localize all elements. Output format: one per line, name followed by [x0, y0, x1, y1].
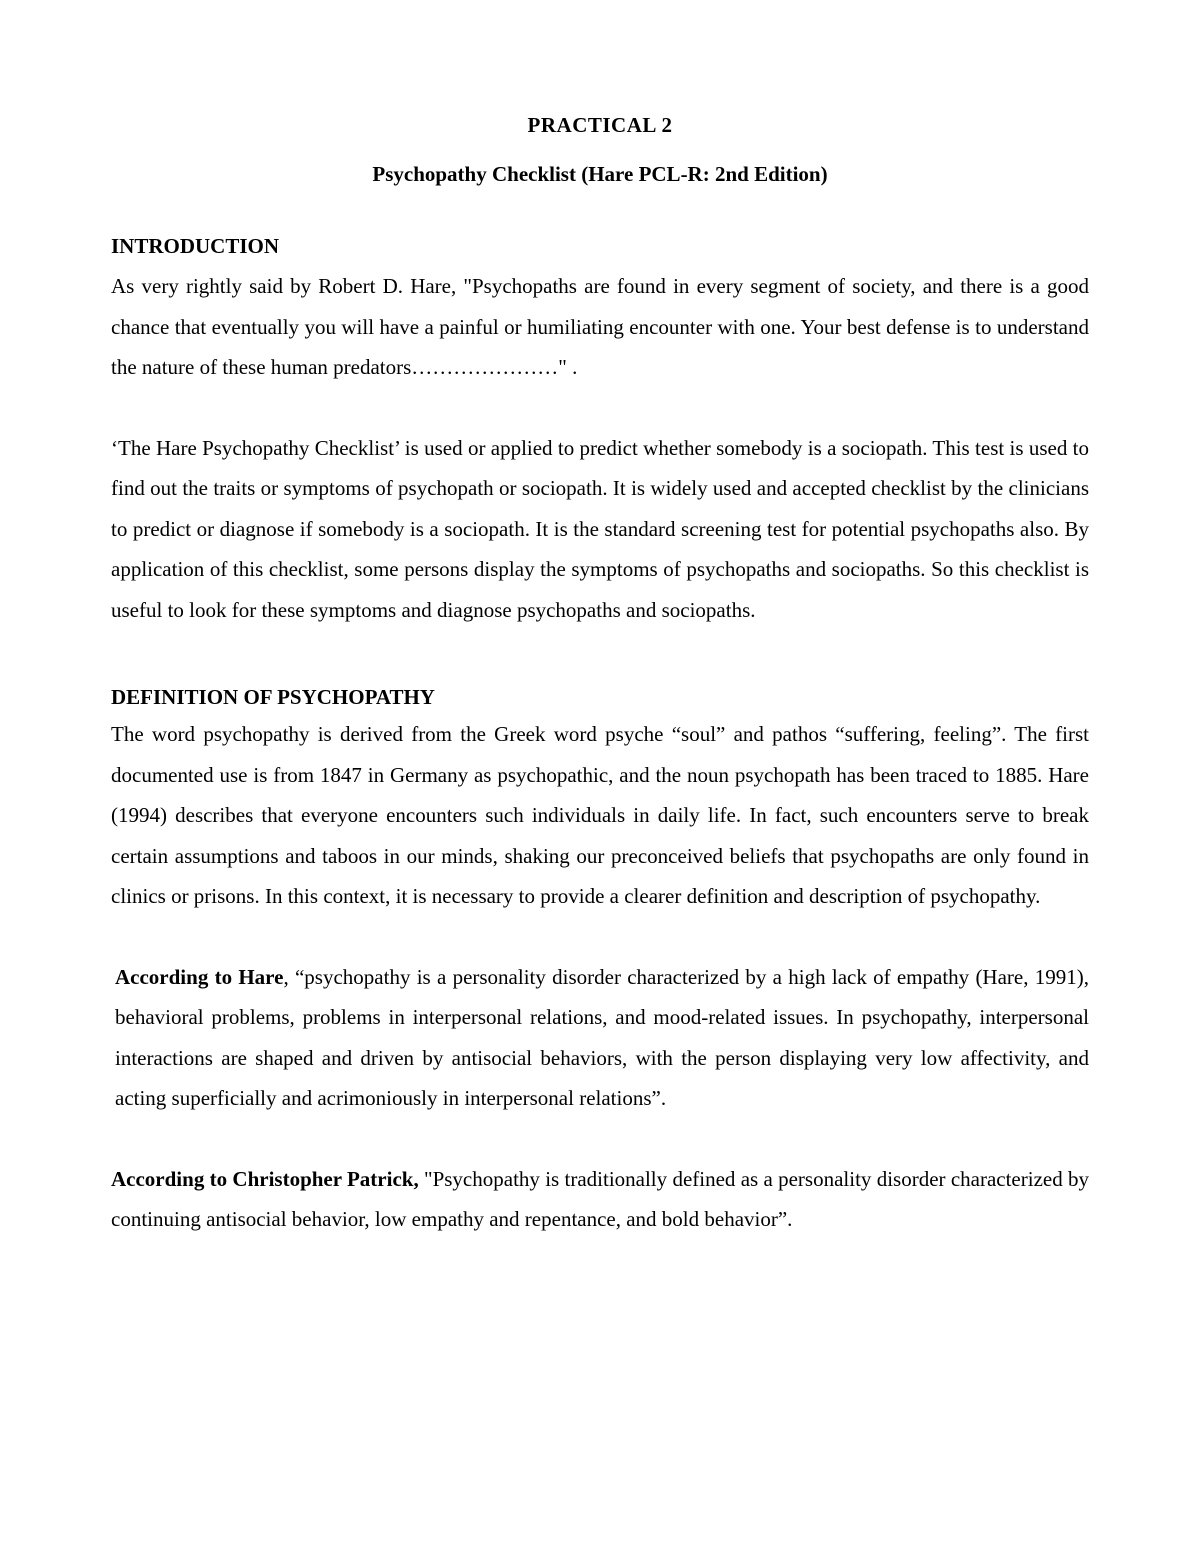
- introduction-paragraph-2: ‘The Hare Psychopathy Checklist’ is used or applied to predict whether somebody is a sociopath. This test is used to find out the traits or symptoms of psychopath or sociopath. It is widely used and accepted checklist by the clinicians to predict or diagnose if somebody is a sociopath. It is the standard screening test for potential psychopaths also. By application of this checklist, some persons display the symptoms of psychopaths and sociopaths. So this checklist is useful to look for these symptoms and diagnose psychopaths and sociopaths.: [111, 435, 1089, 622]
- practical-title: PRACTICAL 2: [527, 113, 673, 137]
- patrick-lead: According to Christopher Patrick,: [111, 1166, 419, 1191]
- patrick-quote: "Psychopathy is traditionally defined as a personality disorder characterized by continuing antisocial behavior, low empathy and repentance, and bold behavior”.: [111, 1166, 1090, 1231]
- hare-quote: , “psychopathy is a personality disorder characterized by a high lack of empathy (Hare, 1991), behavioral problems, problems in interpersonal relations, and mood-related issues. In psychopathy, interpersonal interactions are shaped and driven by antisocial behaviors, with the person displaying very low affectivity, and acting superficially and acrimoniously in interpersonal relations”.: [115, 964, 1089, 1110]
- introduction-paragraph-1: As very rightly said by Robert D. Hare, "Psychopaths are found in every segment of society, and there is a good chance that eventually you will have a painful or humiliating encounter with one. Your best defense is to understand the nature of these human predators…………………" .: [111, 274, 1089, 379]
- introduction-heading: INTRODUCTION: [111, 234, 280, 258]
- hare-lead: According to Hare: [115, 964, 284, 989]
- document-subtitle: Psychopathy Checklist (Hare PCL-R: 2nd Edition): [372, 162, 828, 186]
- hare-definition-paragraph: [111, 957, 1089, 1119]
- patrick-definition-paragraph: [111, 1159, 1089, 1240]
- definition-paragraph: The word psychopathy is derived from the Greek word psyche “soul” and pathos “suffering, feeling”. The first documented use is from 1847 in Germany as psychopathic, and the noun psychopath has been traced to 1885. Hare (1994) describes that everyone encounters such individuals in daily life. In fact, such encounters serve to break certain assumptions and taboos in our minds, shaking our preconceived beliefs that psychopaths are only found in clinics or prisons. In this context, it is necessary to provide a clearer definition and description of psychopathy.: [111, 722, 1089, 908]
- definition-heading: DEFINITION OF PSYCHOPATHY: [111, 685, 435, 709]
- document-page: [111, 108, 1089, 1240]
